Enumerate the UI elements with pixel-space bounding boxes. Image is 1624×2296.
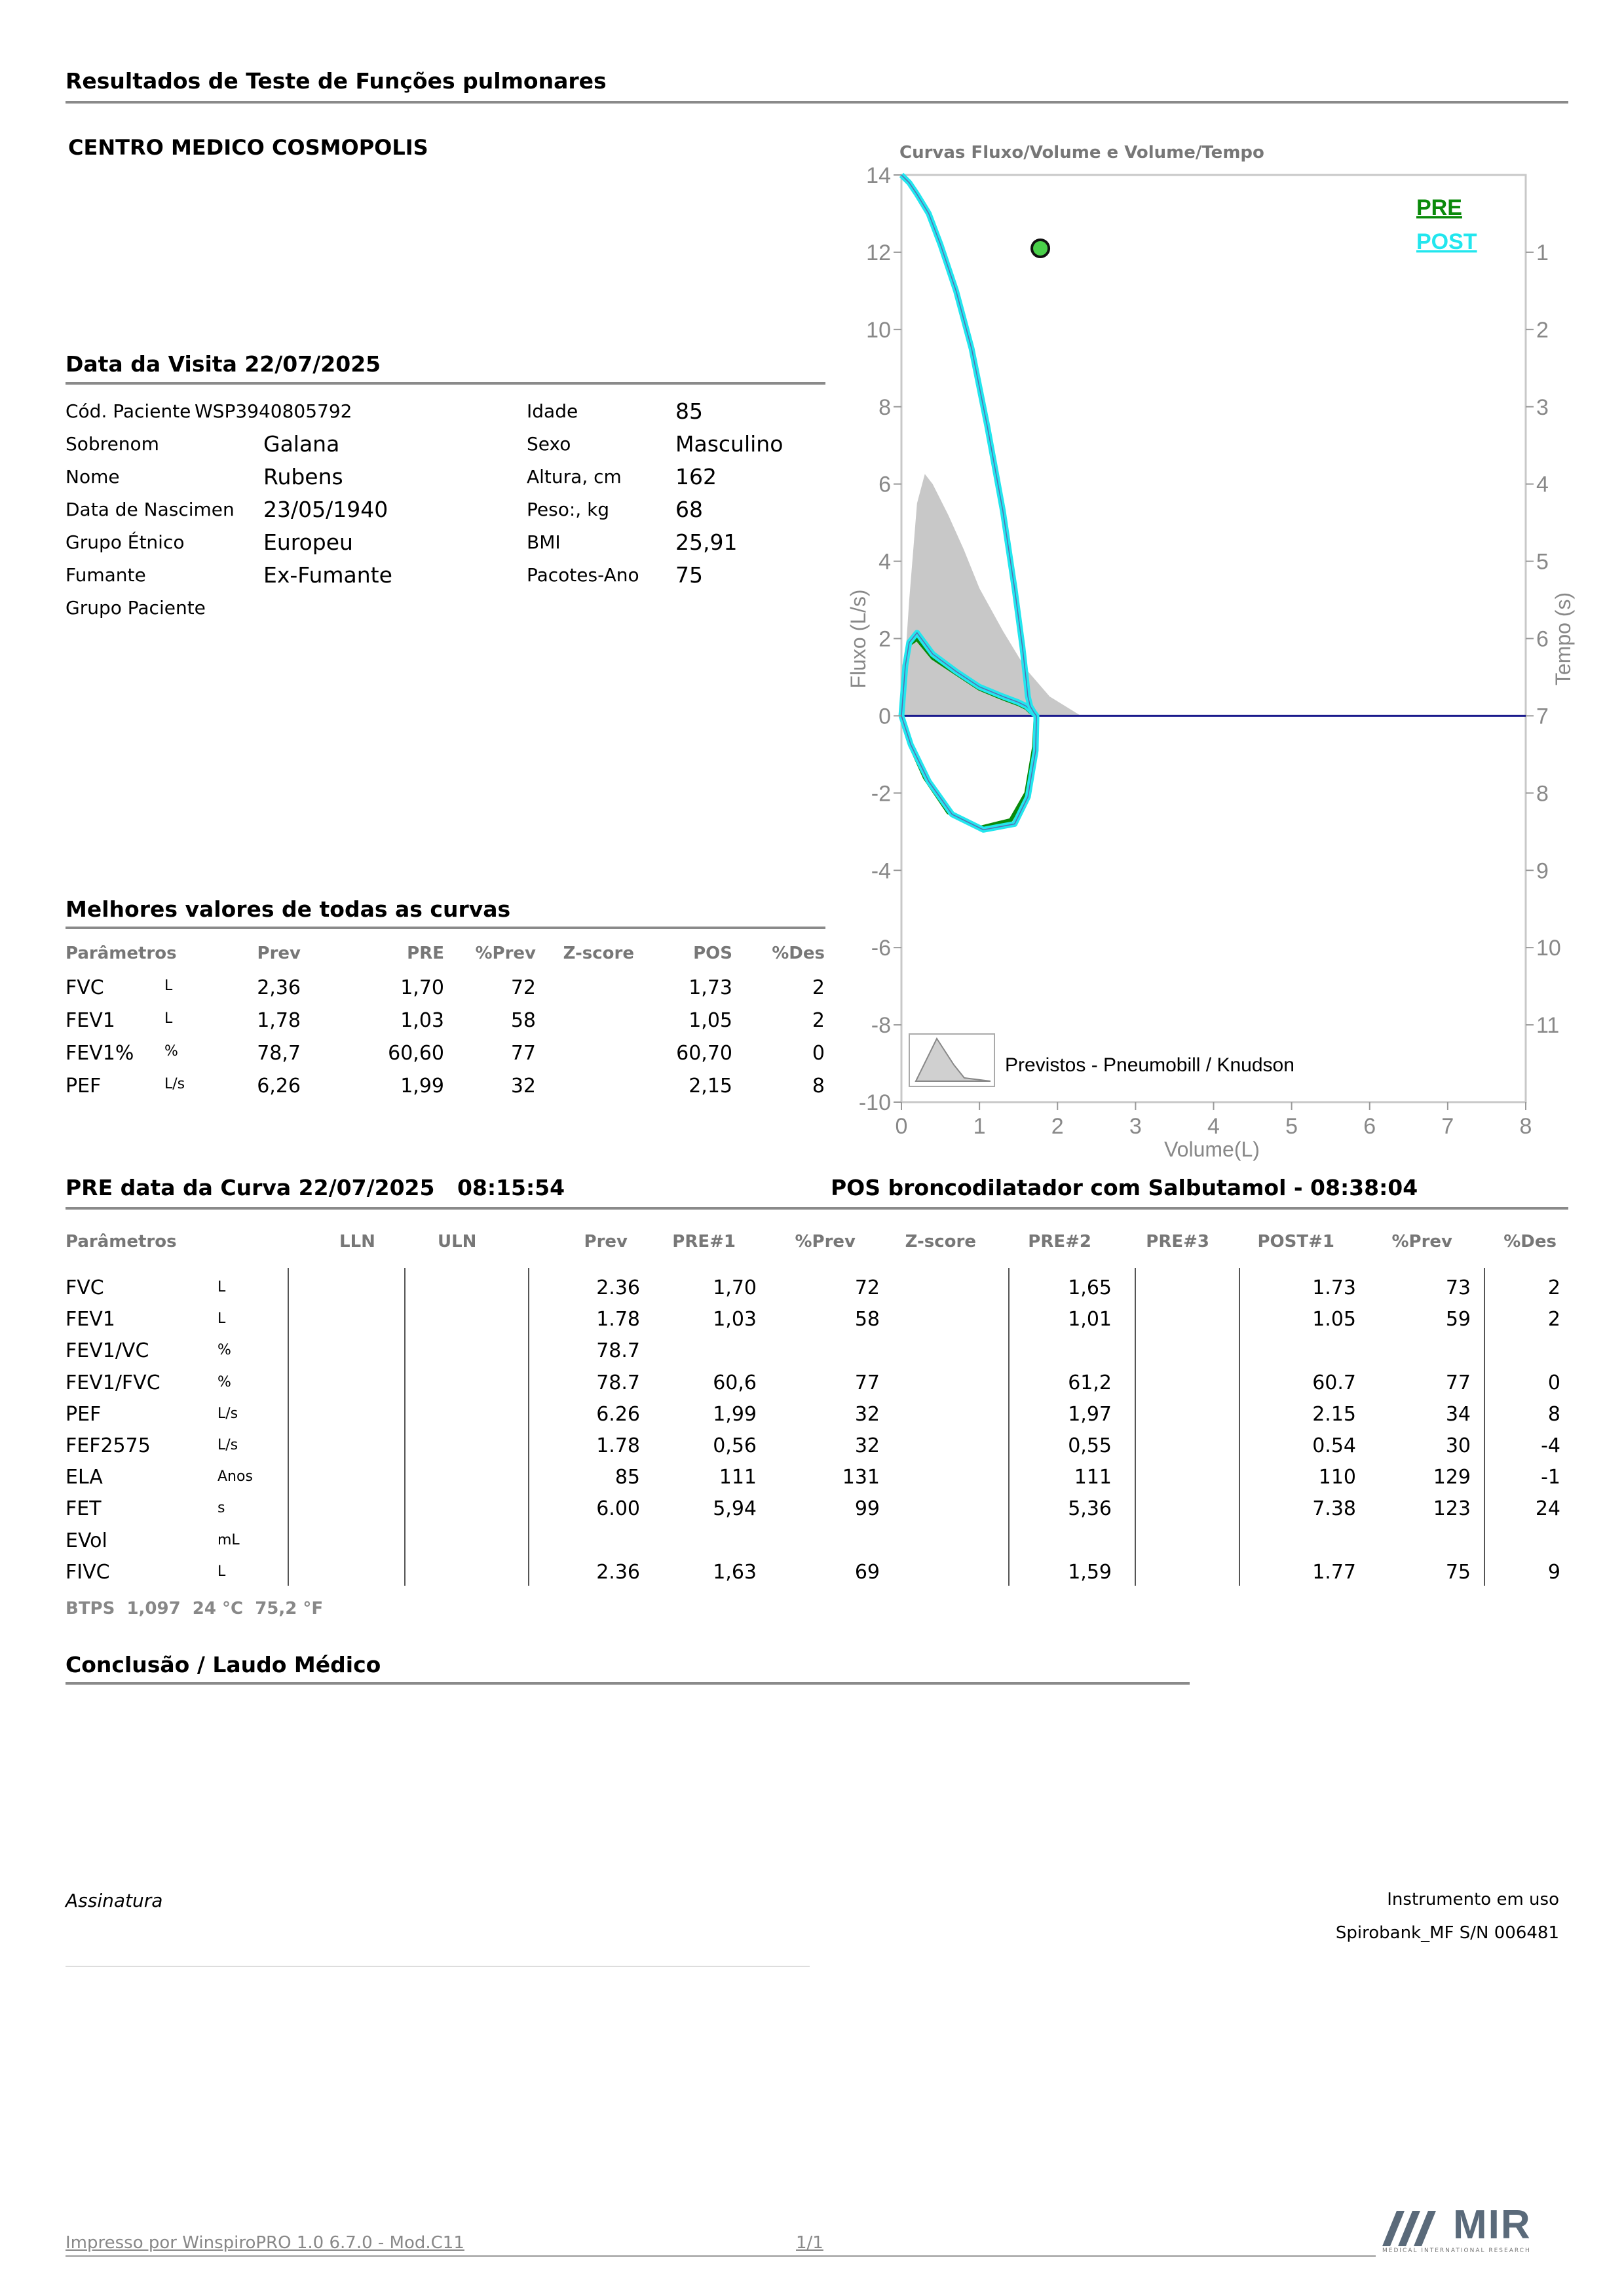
pre-row-cell: 58 bbox=[854, 1308, 880, 1331]
pre-row-cell: 131 bbox=[842, 1466, 880, 1489]
pre-row-cell: 2 bbox=[1547, 1308, 1560, 1331]
x-tick-label: 0 bbox=[895, 1114, 908, 1139]
legend-post: POST bbox=[1416, 229, 1477, 254]
mir-logo-icon bbox=[1382, 2206, 1454, 2251]
y2-axis-label: Tempo (s) bbox=[1551, 592, 1575, 686]
pre-row-cell: 1,97 bbox=[1068, 1402, 1112, 1426]
visit-field-value: 75 bbox=[675, 562, 703, 588]
column-divider bbox=[288, 1268, 289, 1586]
best-row-cell: 1,70 bbox=[400, 976, 444, 999]
y2-tick-label: 1 bbox=[1536, 240, 1549, 265]
pre-col-header: Parâmetros bbox=[66, 1232, 177, 1252]
pre-col-header: Prev bbox=[584, 1232, 628, 1252]
visit-field-label: Peso:, kg bbox=[527, 499, 610, 520]
best-col-header: POS bbox=[693, 944, 732, 963]
pre-row-unit: s bbox=[217, 1500, 225, 1517]
pre-row-cell: 77 bbox=[854, 1371, 880, 1394]
post-heading: POS broncodilatador com Salbutamol - 08:38:04 bbox=[831, 1175, 1418, 1200]
pre-row-param: FEF2575 bbox=[66, 1434, 151, 1457]
visit-field-label: Altura, cm bbox=[527, 466, 622, 488]
pre-row-cell: 2.15 bbox=[1312, 1402, 1356, 1426]
best-row-param: FVC bbox=[66, 976, 104, 999]
header-rule bbox=[66, 101, 1568, 104]
report-title: Resultados de Teste de Funções pulmonares bbox=[66, 68, 607, 94]
visit-field-value: Masculino bbox=[675, 431, 784, 457]
visit-field-value: 23/05/1940 bbox=[263, 497, 388, 522]
mir-logo bbox=[1382, 2202, 1566, 2254]
y2-tick-label: 2 bbox=[1536, 317, 1549, 343]
pre-row-cell: 0,55 bbox=[1068, 1434, 1112, 1457]
y-axis-label: Fluxo (L/s) bbox=[846, 589, 870, 689]
best-row-unit: L bbox=[164, 978, 173, 994]
best-row-param: FEV1% bbox=[66, 1042, 134, 1065]
y-tick-label: -6 bbox=[871, 936, 891, 961]
visit-field-label: Grupo Étnico bbox=[66, 531, 185, 553]
pre-row-param: FEV1/VC bbox=[66, 1339, 149, 1363]
pre-row-cell: 111 bbox=[1074, 1466, 1112, 1489]
pre-row-cell: 1,03 bbox=[713, 1308, 757, 1331]
visit-field-value: 68 bbox=[675, 497, 703, 522]
visit-field-value: 85 bbox=[675, 398, 703, 424]
y2-tick-label: 4 bbox=[1536, 472, 1549, 497]
best-row-cell: 32 bbox=[510, 1075, 536, 1098]
pre-col-header: POST#1 bbox=[1257, 1232, 1334, 1252]
visit-rule bbox=[66, 382, 825, 385]
pre-row-param: EVol bbox=[66, 1529, 107, 1552]
pre-row-cell: 1,99 bbox=[713, 1402, 757, 1426]
best-heading: Melhores valores de todas as curvas bbox=[66, 896, 511, 922]
printed-by: Impresso por WinspiroPRO 1.0 6.7.0 - Mod.C11 bbox=[66, 2233, 464, 2253]
pre-row-param: FET bbox=[66, 1497, 102, 1521]
center-name: CENTRO MEDICO COSMOPOLIS bbox=[68, 135, 428, 160]
pre-col-header: LLN bbox=[339, 1232, 375, 1252]
pre-row-cell: 30 bbox=[1445, 1434, 1471, 1457]
pre-row-param: ELA bbox=[66, 1466, 103, 1489]
pre-row-cell: 2.36 bbox=[596, 1560, 640, 1584]
best-row-cell: 1,78 bbox=[257, 1009, 301, 1032]
best-row-cell: 2,15 bbox=[689, 1075, 732, 1098]
predicted-pef-marker bbox=[1032, 240, 1049, 257]
visit-field-label: Idade bbox=[527, 400, 578, 422]
y2-tick-label: 11 bbox=[1536, 1013, 1560, 1039]
pre-row-cell: 111 bbox=[719, 1466, 757, 1489]
pre-row-cell: 32 bbox=[854, 1402, 880, 1426]
pre-row-unit: L bbox=[217, 1311, 226, 1328]
pre-row-cell: 1,65 bbox=[1068, 1276, 1112, 1299]
best-row-param: FEV1 bbox=[66, 1009, 115, 1032]
y-tick-label: 8 bbox=[878, 394, 891, 420]
visit-field-label: Grupo Paciente bbox=[66, 597, 206, 619]
y-tick-label: 0 bbox=[878, 704, 891, 729]
visit-field-label: Sobrenom bbox=[66, 433, 159, 455]
page-number: 1/1 bbox=[796, 2233, 823, 2253]
pre-row-param: FEV1/FVC bbox=[66, 1371, 161, 1394]
pre-row-unit: Anos bbox=[217, 1468, 253, 1485]
pre-row-cell: 1.77 bbox=[1312, 1560, 1356, 1584]
pre-col-header: ULN bbox=[438, 1232, 477, 1252]
pre-row-cell: 69 bbox=[854, 1560, 880, 1584]
visit-field-value: Rubens bbox=[263, 464, 343, 489]
pre-row-cell: -1 bbox=[1541, 1466, 1560, 1489]
best-row-cell: 1,99 bbox=[400, 1075, 444, 1098]
pre-row-cell: 1.78 bbox=[596, 1308, 640, 1331]
pre-row-cell: 34 bbox=[1445, 1402, 1471, 1426]
y-tick-label: 2 bbox=[878, 626, 891, 652]
pre-row-cell: 1.73 bbox=[1312, 1276, 1356, 1299]
best-row-unit: L/s bbox=[164, 1076, 185, 1092]
pre-row-param: FVC bbox=[66, 1276, 104, 1299]
y-tick-label: 10 bbox=[866, 317, 891, 343]
pre-row-cell: 1,59 bbox=[1068, 1560, 1112, 1584]
pre-row-cell: 73 bbox=[1445, 1276, 1471, 1299]
visit-field-label: BMI bbox=[527, 531, 561, 553]
conclusion-heading: Conclusão / Laudo Médico bbox=[66, 1652, 381, 1677]
pre-row-unit: L/s bbox=[217, 1437, 238, 1453]
y2-tick-label: 6 bbox=[1536, 626, 1549, 652]
conclusion-rule bbox=[66, 1682, 1190, 1685]
pre-col-header: %Prev bbox=[795, 1232, 856, 1252]
y-tick-label: -8 bbox=[871, 1013, 891, 1039]
y-tick-label: 12 bbox=[866, 240, 891, 265]
pre-row-cell: 78.7 bbox=[596, 1371, 640, 1394]
pre-row-cell: 0,56 bbox=[713, 1434, 757, 1457]
pre-row-cell: 24 bbox=[1535, 1497, 1560, 1521]
best-row-cell: 0 bbox=[812, 1042, 825, 1065]
column-divider bbox=[1008, 1268, 1010, 1586]
footer-rule bbox=[66, 2255, 1376, 2257]
pre-row-cell: 1.78 bbox=[596, 1434, 640, 1457]
x-tick-label: 7 bbox=[1441, 1114, 1454, 1139]
pre-row-cell: 61,2 bbox=[1068, 1371, 1112, 1394]
chart-title: Curvas Fluxo/Volume e Volume/Tempo bbox=[899, 143, 1264, 163]
pre-row-cell: 60,6 bbox=[713, 1371, 757, 1394]
pre-row-unit: L bbox=[217, 1279, 226, 1295]
best-row-cell: 77 bbox=[510, 1042, 536, 1065]
best-col-header: Prev bbox=[257, 944, 301, 963]
best-rule bbox=[66, 927, 825, 929]
pre-col-header: %Des bbox=[1503, 1232, 1557, 1252]
pre-row-cell: 2 bbox=[1547, 1276, 1560, 1299]
y2-tick-label: 8 bbox=[1536, 781, 1549, 807]
pre-row-cell: 77 bbox=[1445, 1371, 1471, 1394]
best-col-header: PRE bbox=[407, 944, 444, 963]
patient-code-label: Cód. Paciente bbox=[66, 400, 191, 422]
pre-row-unit: % bbox=[217, 1342, 231, 1359]
pre-row-param: PEF bbox=[66, 1402, 102, 1426]
pre-row-unit: L bbox=[217, 1563, 226, 1580]
pre-col-header: Z-score bbox=[905, 1232, 976, 1252]
visit-field-value: Europeu bbox=[263, 529, 353, 555]
legend-pre: PRE bbox=[1416, 195, 1462, 220]
pre-row-unit: mL bbox=[217, 1531, 240, 1548]
visit-field-value: Galana bbox=[263, 431, 340, 457]
best-row-param: PEF bbox=[66, 1075, 102, 1098]
pre-curve-heading: PRE data da Curva 22/07/2025 08:15:54 bbox=[66, 1175, 565, 1200]
best-row-cell: 6,26 bbox=[257, 1075, 301, 1098]
visit-field-label: Nome bbox=[66, 466, 120, 488]
x-tick-label: 8 bbox=[1519, 1114, 1532, 1139]
btps-line: BTPS 1,097 24 °C 75,2 °F bbox=[66, 1599, 324, 1618]
pre-row-cell: 85 bbox=[614, 1466, 640, 1489]
y2-tick-label: 7 bbox=[1536, 704, 1549, 729]
best-col-header: %Des bbox=[772, 944, 825, 963]
pre-row-cell: 75 bbox=[1445, 1560, 1471, 1584]
x-tick-label: 6 bbox=[1363, 1114, 1376, 1139]
column-divider bbox=[1484, 1268, 1485, 1586]
pre-row-cell: 5,94 bbox=[713, 1497, 757, 1521]
pre-col-header: PRE#2 bbox=[1028, 1232, 1091, 1252]
column-divider bbox=[1239, 1268, 1240, 1586]
pre-row-cell: 32 bbox=[854, 1434, 880, 1457]
y-tick-label: -10 bbox=[858, 1090, 891, 1115]
visit-field-label: Data de Nascimen bbox=[66, 499, 235, 520]
pre-row-cell: 1,01 bbox=[1068, 1308, 1112, 1331]
x-tick-label: 4 bbox=[1207, 1114, 1220, 1139]
visit-field-value: 25,91 bbox=[675, 529, 738, 555]
x-tick-label: 5 bbox=[1285, 1114, 1298, 1139]
x-tick-label: 2 bbox=[1051, 1114, 1064, 1139]
pre-row-cell: 8 bbox=[1547, 1402, 1560, 1426]
y2-tick-label: 5 bbox=[1536, 549, 1549, 575]
signature-label: Assinatura bbox=[66, 1890, 163, 1911]
y-tick-label: 4 bbox=[878, 549, 891, 575]
visit-field-value: 162 bbox=[675, 464, 717, 489]
best-row-cell: 2 bbox=[812, 976, 825, 999]
x-axis-label: Volume(L) bbox=[1164, 1138, 1260, 1161]
best-row-unit: % bbox=[164, 1043, 178, 1060]
pre-row-cell: 2.36 bbox=[596, 1276, 640, 1299]
column-divider bbox=[528, 1268, 529, 1586]
pre-row-cell: 59 bbox=[1445, 1308, 1471, 1331]
pre-row-cell: 99 bbox=[854, 1497, 880, 1521]
y2-tick-label: 10 bbox=[1536, 936, 1561, 961]
y-tick-label: 6 bbox=[878, 472, 891, 497]
y2-tick-label: 3 bbox=[1536, 394, 1549, 420]
signature-line bbox=[66, 1966, 810, 1967]
best-row-unit: L bbox=[164, 1010, 173, 1027]
best-col-header: %Prev bbox=[475, 944, 536, 963]
best-row-cell: 72 bbox=[510, 976, 536, 999]
pre-row-cell: 60.7 bbox=[1312, 1371, 1356, 1394]
pre-row-cell: 72 bbox=[854, 1276, 880, 1299]
pre-row-param: FIVC bbox=[66, 1560, 110, 1584]
instrument-serial: Spirobank_MF S/N 006481 bbox=[1335, 1923, 1559, 1943]
pre-row-cell: 78.7 bbox=[596, 1339, 640, 1363]
pre-row-cell: 110 bbox=[1318, 1466, 1356, 1489]
pre-row-cell: 0.54 bbox=[1312, 1434, 1356, 1457]
predicted-legend-label: Previstos - Pneumobill / Knudson bbox=[1005, 1054, 1294, 1076]
visit-field-value: Ex-Fumante bbox=[263, 562, 392, 588]
pre-row-cell: 1.05 bbox=[1312, 1308, 1356, 1331]
pre-row-cell: 1,63 bbox=[713, 1560, 757, 1584]
best-row-cell: 2,36 bbox=[257, 976, 301, 999]
pre-row-cell: 6.26 bbox=[596, 1402, 640, 1426]
pre-row-unit: % bbox=[217, 1373, 231, 1390]
column-divider bbox=[1135, 1268, 1136, 1586]
pre-col-header: PRE#3 bbox=[1146, 1232, 1209, 1252]
x-tick-label: 3 bbox=[1129, 1114, 1142, 1139]
visit-field-label: Fumante bbox=[66, 564, 146, 586]
pre-row-cell: -4 bbox=[1541, 1434, 1560, 1457]
best-col-header: Parâmetros bbox=[66, 944, 177, 963]
pre-curve-rule bbox=[66, 1207, 1568, 1210]
best-row-cell: 1,05 bbox=[689, 1009, 732, 1032]
pre-row-unit: L/s bbox=[217, 1405, 238, 1422]
best-row-cell: 1,03 bbox=[400, 1009, 444, 1032]
y-tick-label: -4 bbox=[871, 858, 891, 884]
best-row-cell: 2 bbox=[812, 1009, 825, 1032]
best-row-cell: 60,60 bbox=[388, 1042, 444, 1065]
visit-heading: Data da Visita 22/07/2025 bbox=[66, 351, 381, 377]
visit-field-label: Pacotes-Ano bbox=[527, 564, 639, 586]
best-row-cell: 78,7 bbox=[257, 1042, 301, 1065]
best-row-cell: 58 bbox=[510, 1009, 536, 1032]
pre-col-header: PRE#1 bbox=[672, 1232, 736, 1252]
x-tick-label: 1 bbox=[973, 1114, 986, 1139]
pre-row-cell: 123 bbox=[1433, 1497, 1471, 1521]
best-row-cell: 60,70 bbox=[676, 1042, 732, 1065]
pre-row-cell: 9 bbox=[1547, 1560, 1560, 1584]
pre-row-cell: 0 bbox=[1547, 1371, 1560, 1394]
visit-field-label: Sexo bbox=[527, 433, 571, 455]
pre-col-header: %Prev bbox=[1391, 1232, 1452, 1252]
best-row-cell: 8 bbox=[812, 1075, 825, 1098]
pre-row-param: FEV1 bbox=[66, 1308, 115, 1331]
column-divider bbox=[404, 1268, 406, 1586]
best-col-header: Z-score bbox=[563, 944, 634, 963]
best-row-cell: 1,73 bbox=[689, 976, 732, 999]
mir-logo-subtitle: MEDICAL INTERNATIONAL RESEARCH bbox=[1382, 2248, 1531, 2254]
patient-code: WSP3940805792 bbox=[195, 400, 352, 422]
pre-row-cell: 5,36 bbox=[1068, 1497, 1112, 1521]
pre-row-cell: 6.00 bbox=[596, 1497, 640, 1521]
mir-logo-text: MIR bbox=[1453, 2202, 1532, 2248]
y-tick-label: 14 bbox=[866, 163, 891, 188]
y-tick-label: -2 bbox=[871, 781, 891, 807]
pre-row-cell: 7.38 bbox=[1312, 1497, 1356, 1521]
pre-row-cell: 1,70 bbox=[713, 1276, 757, 1299]
predicted-area bbox=[901, 474, 1081, 716]
flow-volume-chart bbox=[839, 157, 1585, 1193]
pre-row-cell: 129 bbox=[1433, 1466, 1471, 1489]
instrument-label: Instrumento em uso bbox=[1387, 1890, 1559, 1909]
y2-tick-label: 9 bbox=[1536, 858, 1549, 884]
